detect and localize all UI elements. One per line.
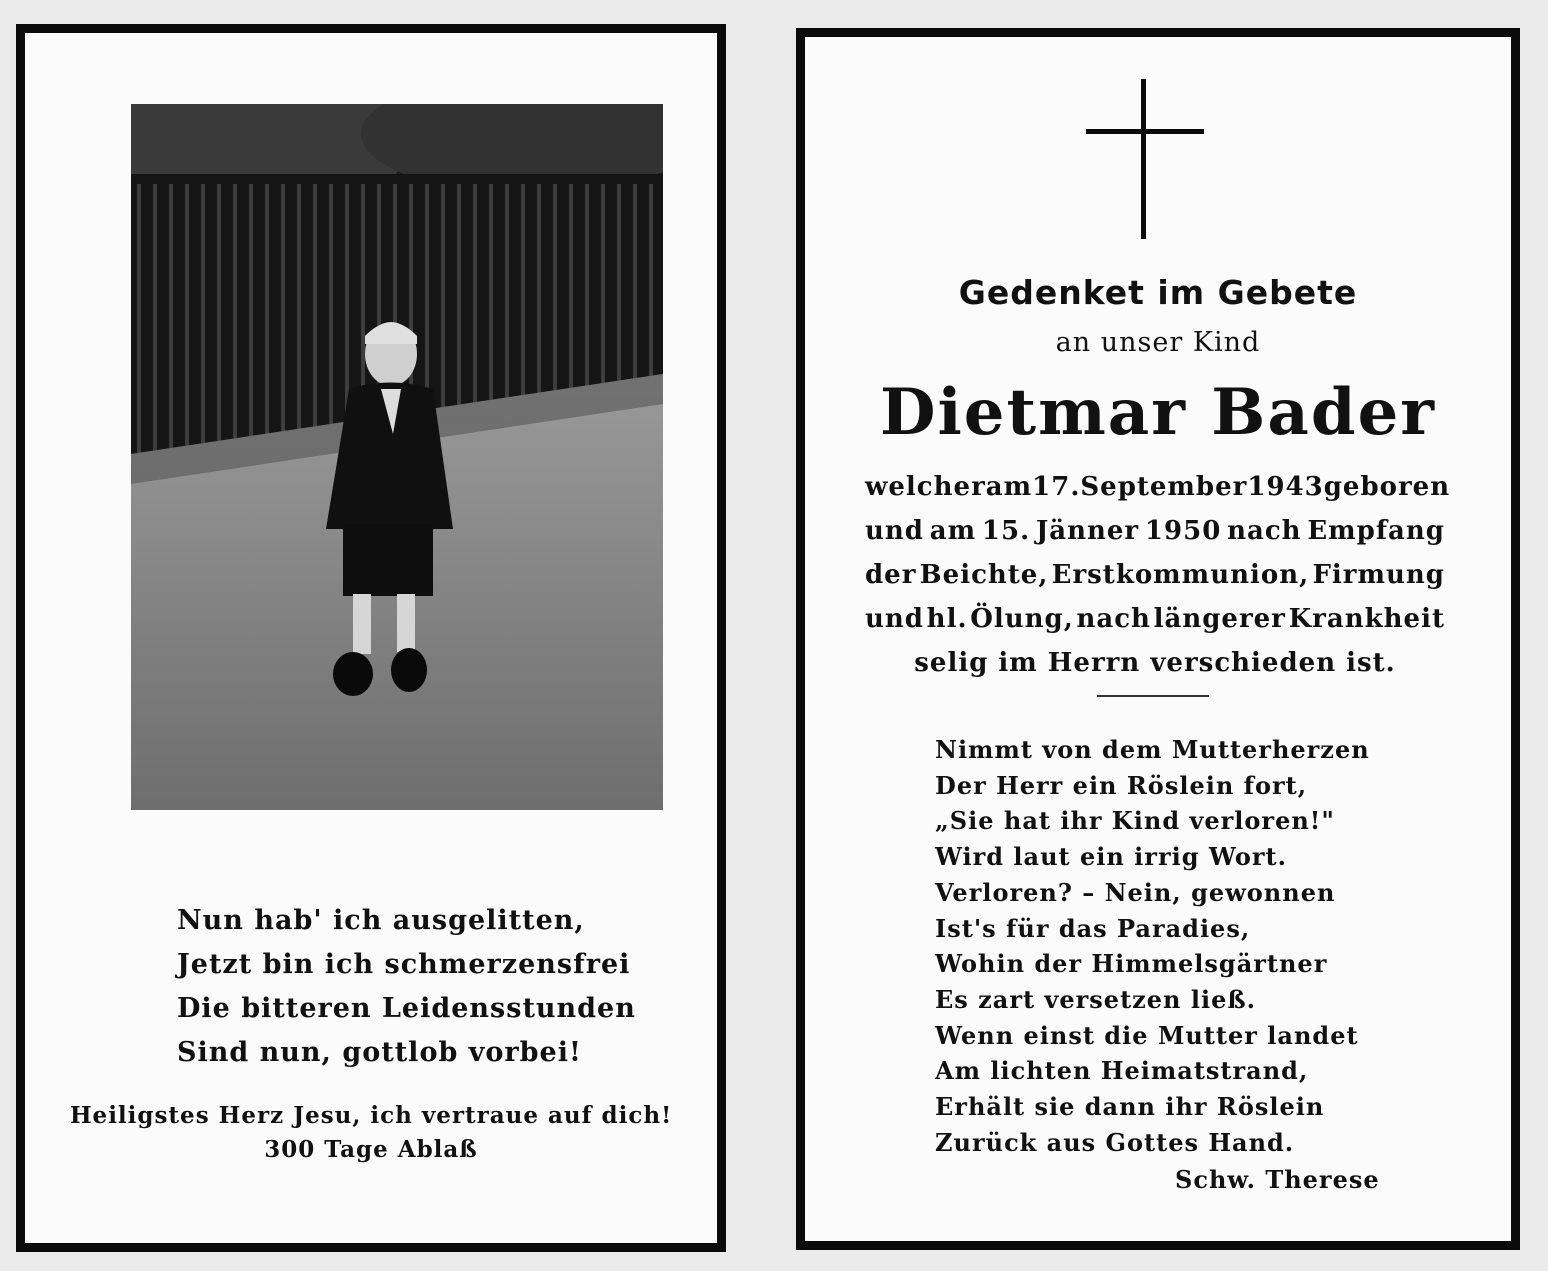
bio-word: 17. [1032, 472, 1081, 502]
poem-line: Wohin der Himmelsgärtner [935, 949, 1328, 979]
bio-word: Ölung, [970, 604, 1074, 634]
bio-word: am [929, 516, 977, 546]
bio-word: geboren [1323, 472, 1451, 502]
bio-word: 1950 [1144, 516, 1222, 546]
memorial-heading: Gedenket im Gebete [958, 273, 1358, 312]
poem-line: Verloren? – Nein, gewonnen [935, 877, 1336, 907]
bio-word: und [865, 516, 924, 546]
bio-word: September [1080, 472, 1248, 502]
divider [1097, 695, 1209, 697]
deceased-name: Dietmar Bader [879, 375, 1437, 450]
poem-line: Sind nun, gottlob vorbei! [177, 1037, 582, 1068]
bio-line [865, 465, 1451, 509]
poem-author: Schw. Therese [1175, 1165, 1380, 1194]
bio-word: Empfang [1307, 516, 1445, 546]
prayer-block [25, 1099, 717, 1167]
bio-word: 1943 [1247, 472, 1324, 502]
bio-word: Beichte, [919, 560, 1049, 590]
poem-line: Nimmt von dem Mutterherzen [935, 735, 1370, 764]
biography [865, 465, 1451, 685]
poem-line: Nun hab' ich ausgelitten, [177, 905, 585, 936]
bio-line [865, 509, 1445, 553]
bio-line [865, 641, 1445, 685]
poem-line: Die bitteren Leidensstunden [177, 993, 636, 1024]
bio-line [865, 597, 1445, 641]
boy-photo [131, 104, 663, 810]
bio-word: 15. [981, 516, 1031, 546]
poem-line: „Sie hat ihr Kind verloren!" [935, 806, 1335, 836]
bio-word: welcher [865, 472, 986, 502]
poem-line: Zurück aus Gottes Hand. [935, 1127, 1295, 1157]
bio-word: der [865, 560, 917, 590]
right-poem [935, 732, 1370, 1160]
bio-word: Krankheit [1288, 604, 1445, 634]
bio-word: selig im Herrn verschieden ist. [914, 648, 1396, 678]
bio-word: Erstkommunion, [1051, 560, 1310, 590]
right-card [796, 28, 1520, 1250]
poem-line: Wird laut ein irrig Wort. [935, 842, 1287, 872]
indulgence-text: 300 Tage Ablaß [264, 1136, 478, 1163]
poem-line: Es zart versetzen ließ. [935, 984, 1256, 1014]
cross-icon [1086, 79, 1204, 239]
bio-word: nach [1076, 604, 1151, 634]
poem-line: Am lichten Heimatstrand, [935, 1056, 1309, 1086]
poem-line: Der Herr ein Röslein fort, [935, 770, 1308, 800]
bio-word: Firmung [1312, 560, 1445, 590]
left-poem [25, 899, 717, 1075]
bio-word: hl. [926, 604, 968, 634]
bio-word: und [865, 604, 924, 634]
bio-word: Jänner [1035, 516, 1140, 546]
prayer-text: Heiligstes Herz Jesu, ich vertraue auf dich! [69, 1102, 673, 1129]
bio-word: nach [1227, 516, 1302, 546]
bio-word: längerer [1153, 604, 1286, 634]
bio-word: am [985, 472, 1033, 502]
bio-line [865, 553, 1445, 597]
poem-line: Jetzt bin ich schmerzensfrei [177, 949, 631, 980]
poem-line: Ist's für das Paradies, [935, 913, 1251, 943]
left-card [16, 24, 726, 1252]
memorial-subheading: an unser Kind [1055, 327, 1261, 358]
poem-line: Erhält sie dann ihr Röslein [935, 1092, 1325, 1122]
poem-line: Wenn einst die Mutter landet [935, 1020, 1359, 1050]
